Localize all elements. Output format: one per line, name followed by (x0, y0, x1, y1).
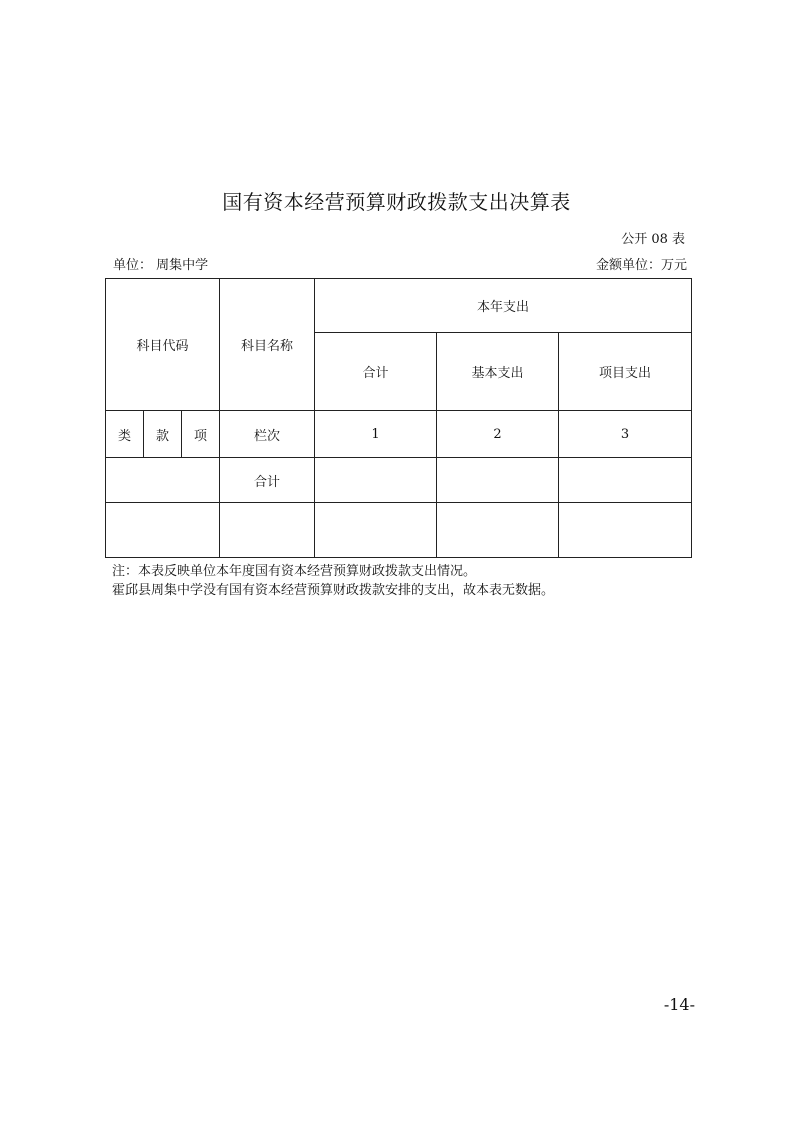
table-row (106, 503, 692, 558)
table-cell (220, 503, 315, 558)
table-cell (437, 458, 559, 503)
header-year-expenditure: 本年支出 (315, 279, 692, 333)
unit-label: 单位： 周集中学 (113, 258, 209, 273)
page-title: 国有资本经营预算财政拨款支出决算表 (222, 190, 571, 214)
header-project-expenditure: 项目支出 (559, 333, 692, 411)
table-header-row (106, 279, 692, 333)
page-number: -14- (663, 995, 695, 1014)
column-index-1: 1 (315, 411, 437, 458)
header-category: 类 (106, 411, 144, 458)
table-column-index-row (106, 411, 692, 458)
note-line: 注：本表反映单位本年度国有资本经营预算财政拨款支出情况。 (112, 564, 477, 579)
form-number: 公开 08 表 (621, 232, 685, 247)
expenditure-table (105, 278, 692, 558)
note-line: 霍邱县周集中学没有国有资本经营预算财政拨款安排的支出，故本表无数据。 (112, 583, 555, 598)
header-item: 项 (182, 411, 220, 458)
header-total: 合计 (315, 333, 437, 411)
table-cell (559, 458, 692, 503)
amount-unit-label: 金额单位：万元 (595, 258, 687, 273)
header-column-number: 栏次 (220, 411, 315, 458)
header-subject-code: 科目代码 (106, 279, 220, 411)
column-index-3: 3 (559, 411, 692, 458)
table-cell (106, 458, 220, 503)
table-cell (315, 458, 437, 503)
table-cell (315, 503, 437, 558)
table-cell (559, 503, 692, 558)
table-cell (437, 503, 559, 558)
header-section: 款 (144, 411, 182, 458)
header-subject-name: 科目名称 (220, 279, 315, 411)
header-basic-expenditure: 基本支出 (437, 333, 559, 411)
total-row-label: 合计 (220, 458, 315, 503)
table-total-row (106, 458, 692, 503)
table-cell (106, 503, 220, 558)
column-index-2: 2 (437, 411, 559, 458)
table-notes (112, 562, 554, 600)
